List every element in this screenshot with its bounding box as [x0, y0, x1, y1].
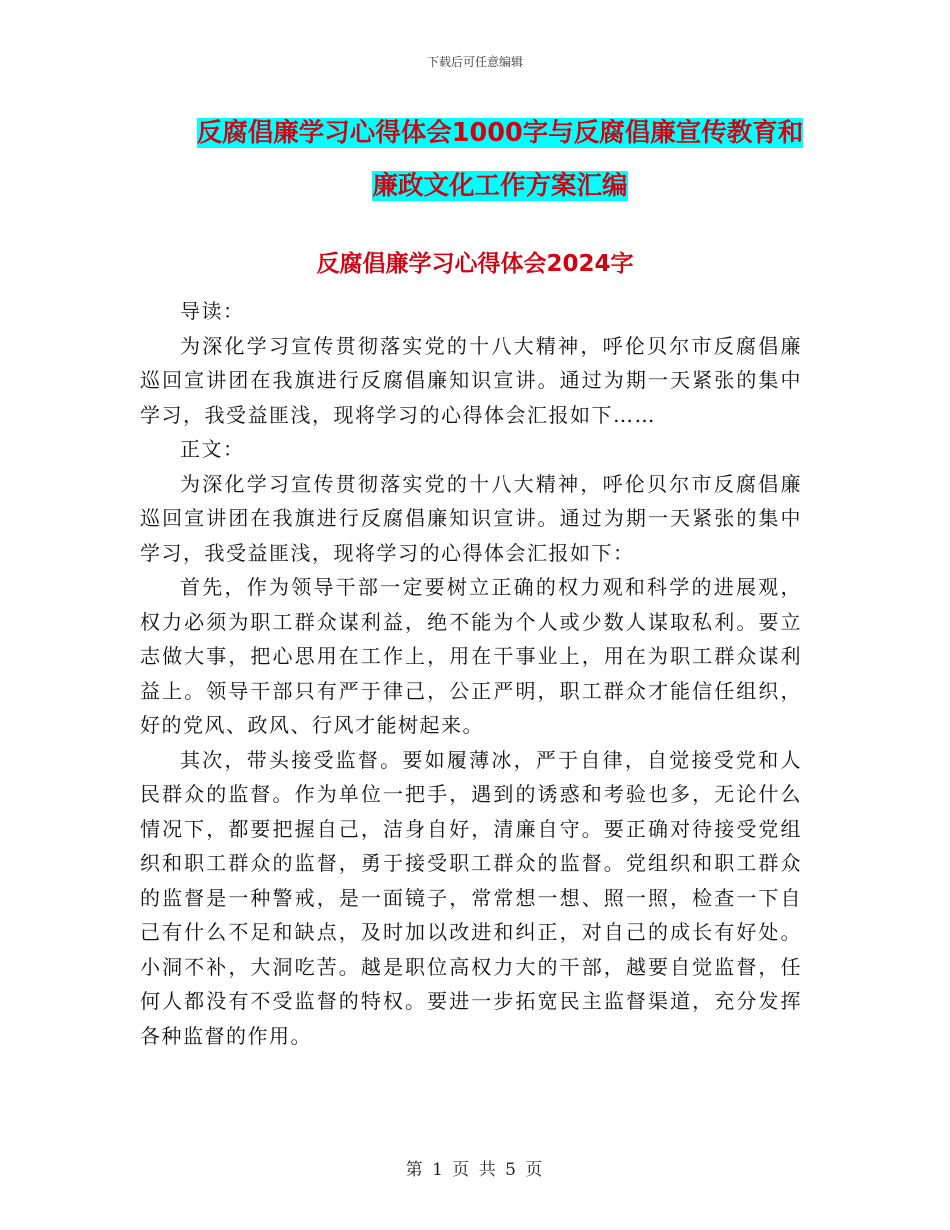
paragraph-body-1: 为深化学习宣传贯彻落实党的十八大精神，呼伦贝尔市反腐倡廉巡回宣讲团在我旗进行反腐倡廉知识宣讲。通过为期一天紧张的集中学习，我受益匪浅，现将学习的心得体会汇报如下： [140, 471, 802, 565]
header-note: 下载后可任意编辑 [426, 55, 523, 69]
paragraph-body-2: 首先，作为领导干部一定要树立正确的权力观和科学的进展观，权力必须为职工群众谋利益，绝不能为个人或少数人谋取私利。要立志做大事，把心思用在工作上，用在干事业上，用在为职工群众谋利益上。领导干部只有严于律己，公正严明，职工群众才能信任组织，好的党风、政风、行风才能树起来。 [140, 575, 802, 737]
paragraph-intro-label: 导读： [180, 299, 245, 323]
document-title-line-1: 反腐倡廉学习心得体会1000字与反腐倡廉宣传教育和 [196, 118, 804, 148]
paragraph-body-label: 正文： [180, 437, 245, 461]
document-title-line-2: 廉政文化工作方案汇编 [372, 171, 628, 201]
document-body [140, 294, 802, 1053]
paragraph-body-3: 其次，带头接受监督。要如履薄冰，严于自律，自觉接受党和人民群众的监督。作为单位一把手，遇到的诱惑和考验也多，无论什么情况下，都要把握自己，洁身自好，清廉自守。要正确对待接受党组织和职工群众的监督，勇于接受职工群众的监督。党组织和职工群众的监督是一种警戒，是一面镜子，常常想一想、照一照，检查一下自己有什么不足和缺点，及时加以改进和纠正，对自己的成长有好处。小洞不补，大洞吃苦。越是职位高权力大的干部，越要自觉监督，任何人都没有不受监督的特权。要进一步拓宽民主监督渠道，充分发挥各种监督的作用。 [140, 747, 802, 1048]
paragraph-intro: 为深化学习宣传贯彻落实党的十八大精神，呼伦贝尔市反腐倡廉巡回宣讲团在我旗进行反腐倡廉知识宣讲。通过为期一天紧张的集中学习，我受益匪浅，现将学习的心得体会汇报如下…… [140, 333, 802, 427]
page-number: 第 1 页 共 5 页 [405, 1160, 545, 1180]
section-title: 反腐倡廉学习心得体会2024字 [316, 251, 634, 277]
document-title [140, 107, 860, 213]
